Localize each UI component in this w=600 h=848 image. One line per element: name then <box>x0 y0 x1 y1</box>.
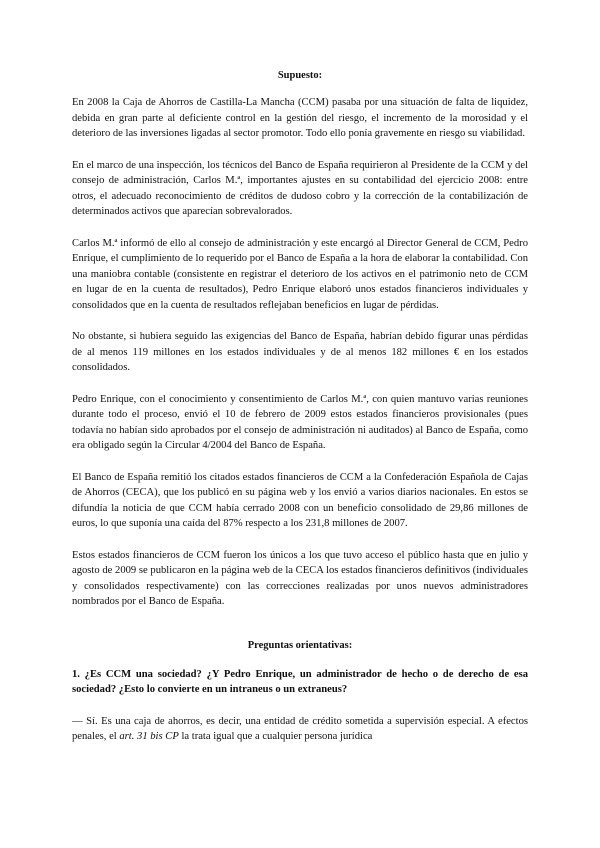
paragraph-6: El Banco de España remitió los citados estados financieros de CCM a la Confederación Española de Cajas de Ahorros (CECA), que los publicó en su página web y los envió a varios diarios nacionales. En estos se difundía la noticia de que CCM había cerrado 2008 con un beneficio consolidado de 29,86 millones de euros, lo que suponía una caída del 87% respecto a los 231,8 millones de 2007. <box>72 471 528 529</box>
paragraph-2: En el marco de una inspección, los técnicos del Banco de España requirieron al Presidente de la CCM y del consejo de administración, Carlos M.ª, importantes ajustes en su contabilidad del ejercicio 2008: entre otros, el adecuado reconocimiento de créditos de dudoso cobro y la corrección de la contabilización de determinados activos que aparecían sobrevalorados. <box>72 159 528 217</box>
answer-1-text-start: — Sí. Es una caja de ahorros, es decir, una entidad de crédito sometida a supervisión especial. A efectos penales, el <box>72 715 528 742</box>
answer-1-text-end: la trata igual que a cualquier persona jurídica <box>178 731 373 742</box>
answer-1-article-ref: art. 31 bis CP <box>119 731 179 742</box>
section-heading-preguntas: Preguntas orientativas: <box>247 639 353 651</box>
paragraph-7: Estos estados financieros de CCM fueron los únicos a los que tuvo acceso el público hasta que en julio y agosto de 2009 se publicaron en la página web de la CECA los estados financieros definitivos (individuales y consolidados respectivamente) con las correcciones realizadas por unos nuevos administradores nombrados por el Banco de España. <box>72 549 528 607</box>
paragraph-4: No obstante, si hubiera seguido las exigencias del Banco de España, habrían debido figurar unas pérdidas de al menos 119 millones en los estados individuales y de al menos 182 millones € en los estados consolidados. <box>72 331 528 373</box>
section-heading-supuesto: Supuesto: <box>277 70 323 81</box>
paragraph-3: Carlos M.ª informó de ello al consejo de administración y este encargó al Director General de CCM, Pedro Enrique, el cumplimiento de lo requerido por el Banco de España a la hora de elaborar la contabilidad. Con una maniobra contable (consistente en registrar el deterioro de los activos en el patrimonio neto de CCM en lugar de en la cuenta de resultados), Pedro Enrique elaboró unos estados financieros individuales y consolidados que en la cuenta de resultados reflejaban beneficios en lugar de pérdidas. <box>72 237 528 311</box>
paragraph-5: Pedro Enrique, con el conocimiento y consentimiento de Carlos M.ª, con quien mantuvo varias reuniones durante todo el proceso, envió el 10 de febrero de 2009 estos estados financieros provisionales (pues todavía no habían sido aprobados por el consejo de administración ni auditados) al Banco de España, como era obligado según la Circular 4/2004 del Banco de España. <box>72 393 528 451</box>
paragraph-1: En 2008 la Caja de Ahorros de Castilla-La Mancha (CCM) pasaba por una situación de falta de liquidez, debida en gran parte al deficiente control en la gestión del riesgo, el incremento de la morosidad y el deterioro de las inversiones ligadas al sector promotor. Todo ello ponía gravemente en riesgo su viabilidad. <box>72 97 528 139</box>
question-1: 1. ¿Es CCM una sociedad? ¿Y Pedro Enrique, un administrador de hecho o de derecho de esa sociedad? ¿Esto lo convierte en un intraneus o un extraneus? <box>72 668 528 695</box>
answer-1 <box>72 714 528 745</box>
